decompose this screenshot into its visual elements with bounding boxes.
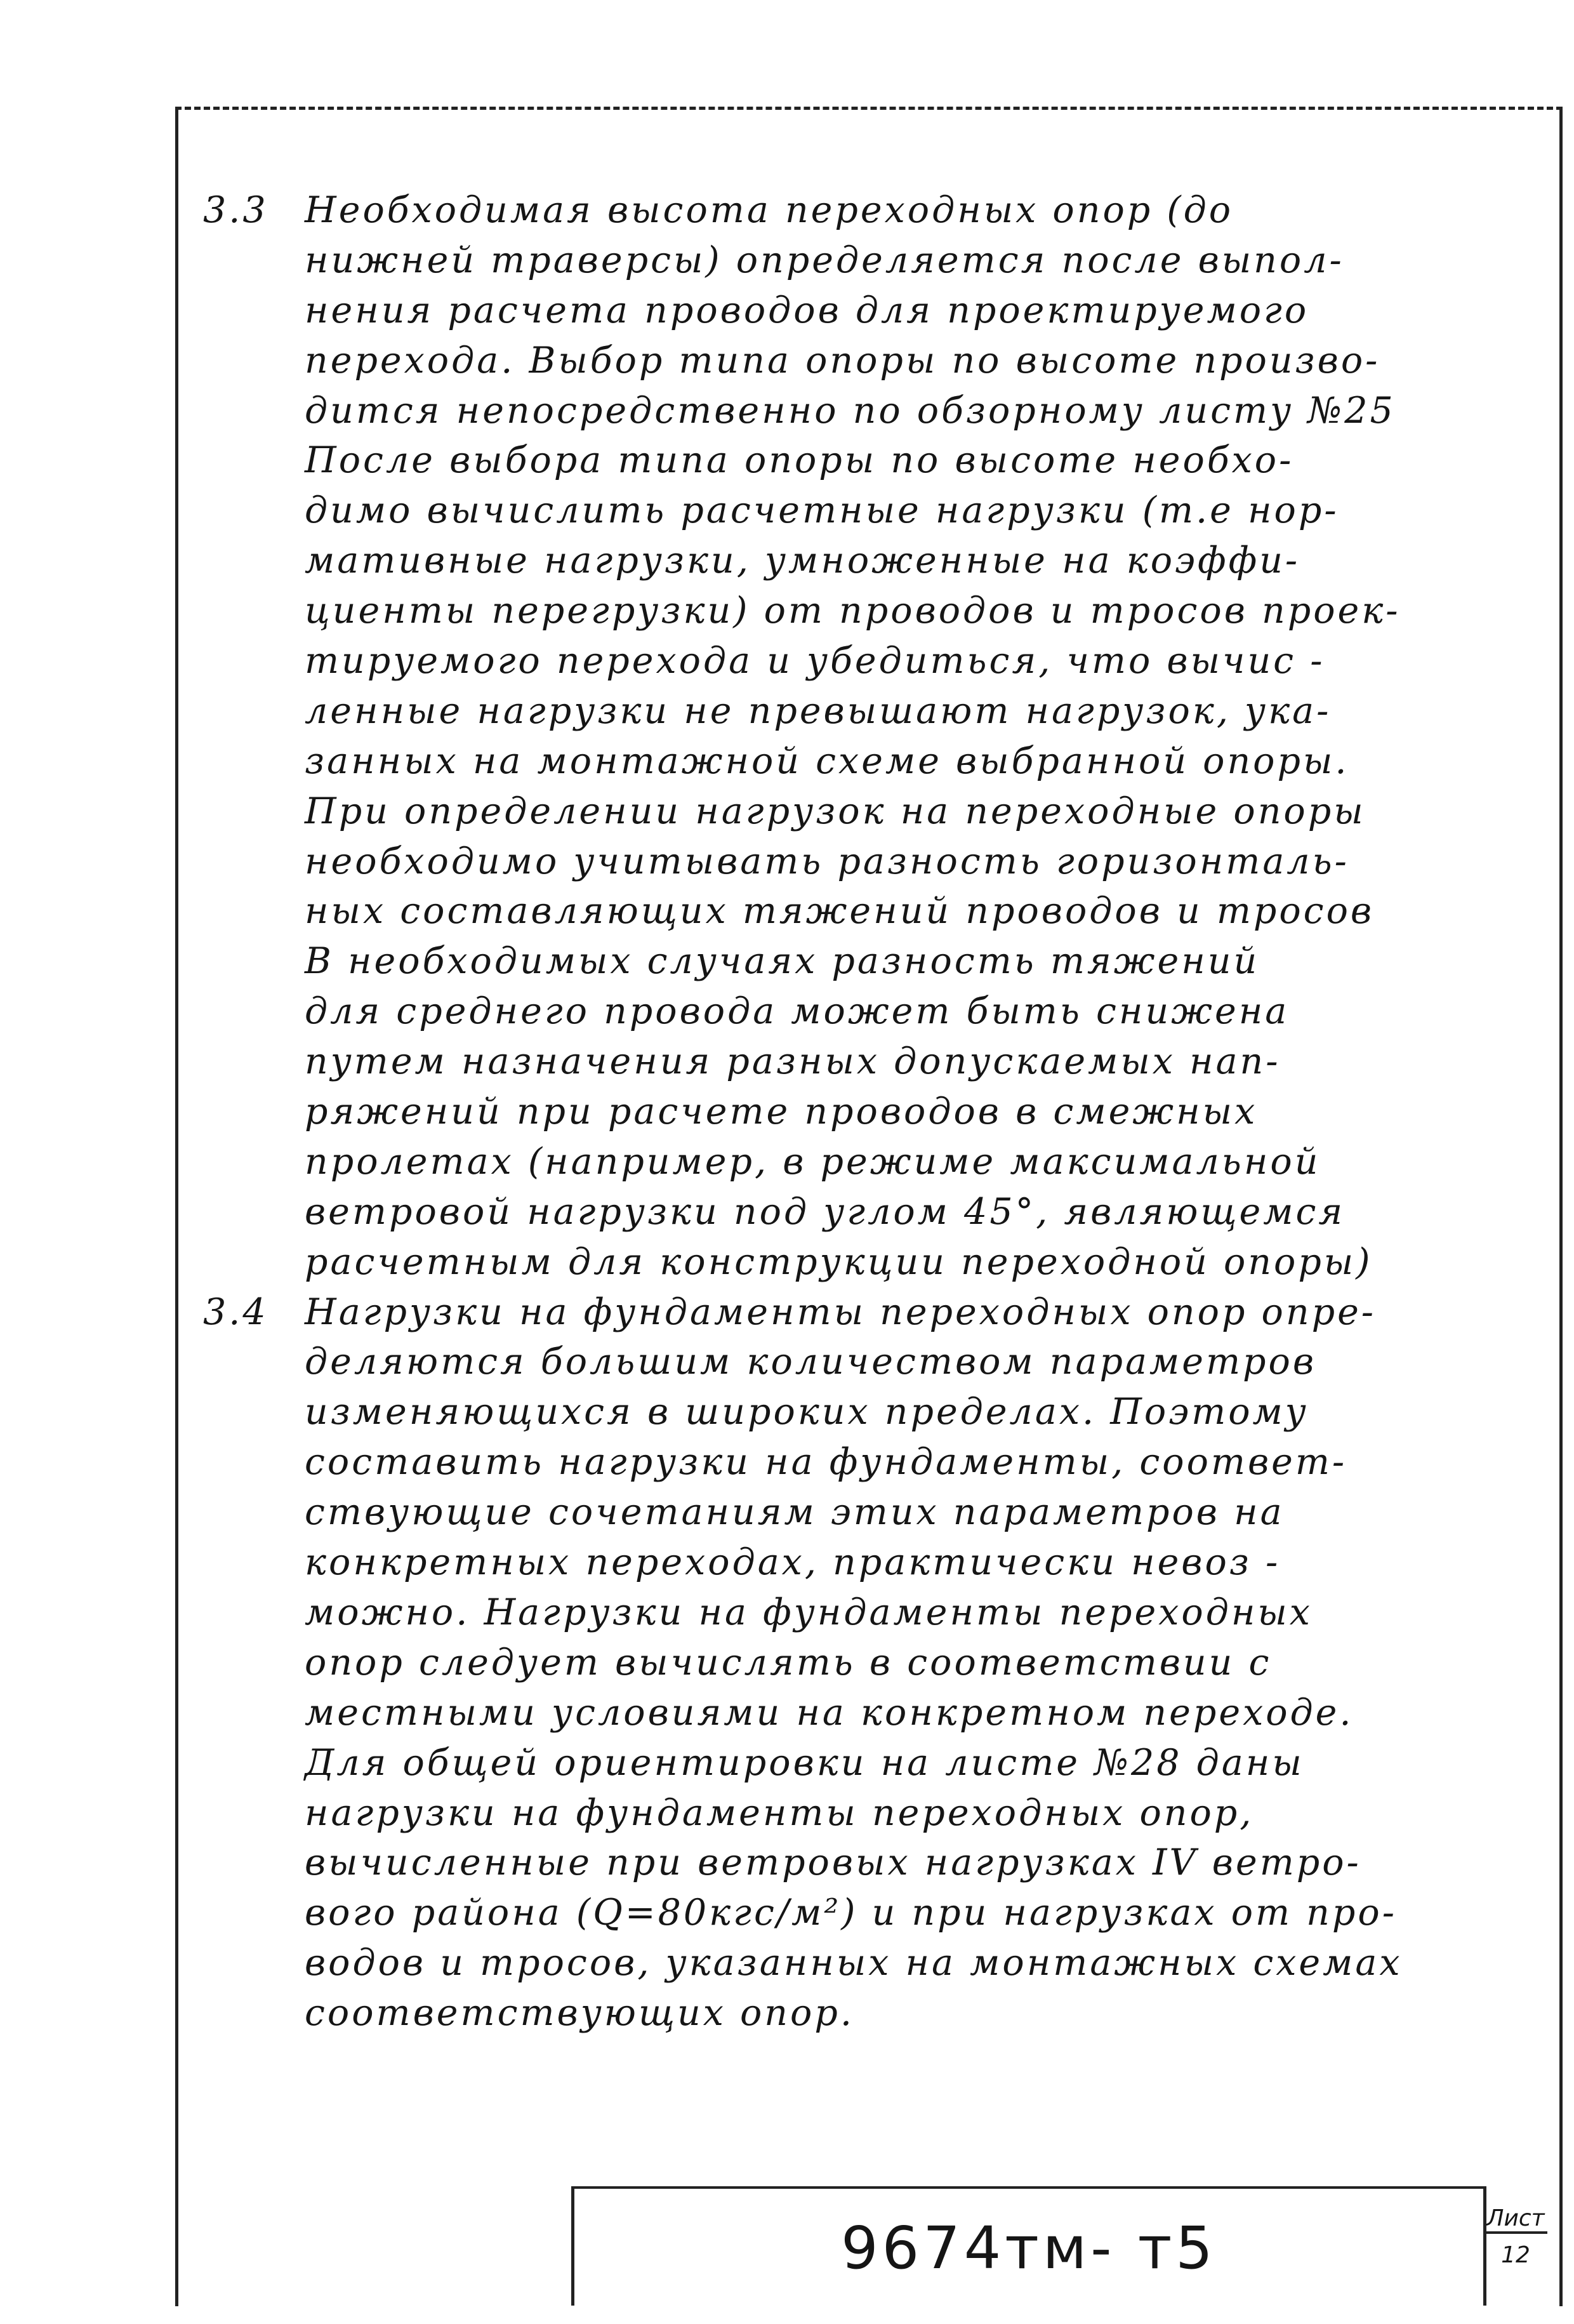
text-line: 3.4 Нагрузки на фундаменты переходных опор опре- <box>203 1287 1511 1338</box>
sheet-number-box <box>1480 2186 1551 2303</box>
text-line: ствующие сочетаниям этих параметров на <box>305 1491 1285 1534</box>
text-line: вычисленные при ветровых нагрузках IV ветро- <box>305 1842 1361 1884</box>
text-line: составить нагрузки на фундаменты, соответ- <box>305 1441 1347 1484</box>
text-line: пролетах (например, в режиме максимальной <box>305 1140 1321 1183</box>
section-3-3 <box>203 185 1511 1287</box>
text-line: При определении нагрузок на переходные опоры <box>305 790 1366 832</box>
text-line: конкретных переходах, практически невоз - <box>305 1541 1281 1584</box>
text-line: можно. Нагрузки на фундаменты переходных <box>305 1591 1313 1633</box>
text-line: циенты перегрузки) от проводов и тросов проек- <box>305 590 1401 632</box>
text-line: водов и тросов, указанных на монтажных схемах <box>305 1942 1403 1984</box>
text-line: вого района (Q=80кгс/м²) и при нагрузках от про- <box>305 1892 1397 1934</box>
text-line: перехода. Выбор типа опоры по высоте произво- <box>305 339 1380 382</box>
text-line: необходимо учитывать разность горизонталь- <box>305 840 1349 882</box>
text-line: деляются большим количеством параметров <box>305 1341 1316 1383</box>
text-line: расчетным для конструкции переходной опоры) <box>305 1240 1373 1283</box>
text-line: тируемого перехода и убедиться, что вычис - <box>305 640 1325 682</box>
text-line: Для общей ориентировки на листе №28 даны <box>305 1741 1304 1784</box>
sheet-label: Лист <box>1484 2205 1547 2234</box>
text-line: димо вычислить расчетные нагрузки (т.е нор- <box>305 489 1339 532</box>
text-line: местными условиями на конкретном переходе. <box>305 1691 1354 1734</box>
sheet-number: 12 <box>1501 2242 1530 2268</box>
text-line: В необходимых случаях разность тяжений <box>305 940 1260 983</box>
section-number: 3.4 <box>203 1291 268 1333</box>
text-line: занных на монтажной схеме выбранной опоры. <box>305 740 1349 782</box>
text-line: нагрузки на фундаменты переходных опор, <box>305 1791 1254 1834</box>
text-line: 3.3 Необходимая высота переходных опор (до <box>203 185 1511 236</box>
text-line: ряжений при расчете проводов в смежных <box>305 1091 1258 1133</box>
text-line: дится непосредственно по обзорному листу №25 <box>305 389 1396 432</box>
title-block <box>571 2186 1486 2306</box>
text-line: мативные нагрузки, умноженные на коэффи- <box>305 540 1300 582</box>
section-number: 3.3 <box>203 189 268 231</box>
text-line: путем назначения разных допускаемых нап- <box>305 1040 1281 1083</box>
text-line: ветровой нагрузки под углом 45°, являющемся <box>305 1190 1346 1233</box>
text-line: ленные нагрузки не превышают нагрузок, ука- <box>305 689 1332 732</box>
text-line: опор следует вычислять в соответствии с <box>305 1641 1272 1683</box>
text-line: После выбора типа опоры по высоте необхо- <box>305 439 1294 482</box>
text-line: изменяющихся в широких пределах. Поэтому <box>305 1391 1309 1433</box>
text-line: ных составляющих тяжений проводов и тросов <box>305 890 1375 933</box>
document-code: 9674тм- т5 <box>841 2214 1217 2282</box>
section-3-4 <box>203 1287 1511 2038</box>
text-line: нения расчета проводов для проектируемого <box>305 289 1309 331</box>
text-line: нижней траверсы) определяется после выпол- <box>305 239 1344 281</box>
text-line: для среднего провода может быть снижена <box>305 990 1290 1033</box>
handwritten-text-body <box>203 185 1511 2038</box>
text-line: соответствующих опор. <box>305 1992 854 2035</box>
